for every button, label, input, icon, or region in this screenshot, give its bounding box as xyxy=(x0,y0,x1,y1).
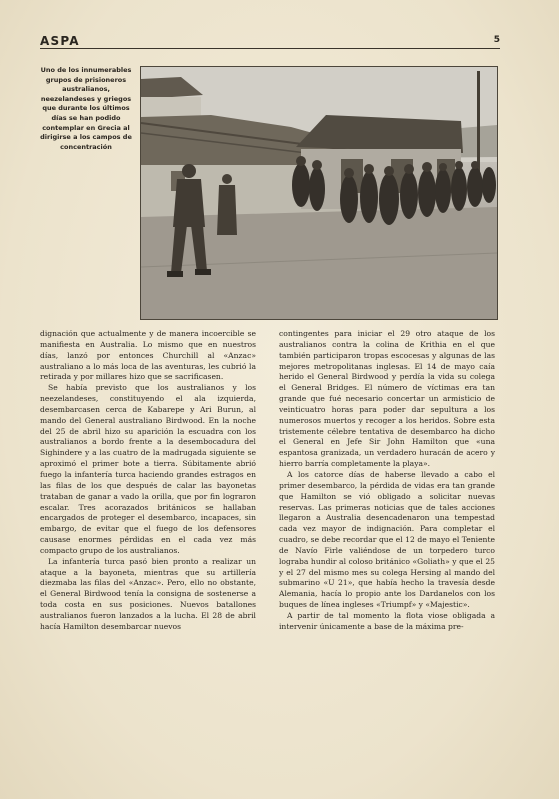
article-column-left xyxy=(40,329,256,709)
paragraph: Se había previsto que los australianos y los neezelandeses, constituyendo el ala izquierda, desembarcasen cerca de Kabarepe y Ari Burun, al mando del General australiano Birdwood. En la noche del 25 de abril hizo su aparición la escuadra con los australianos a bordo frente a la desembocadura del Sighindere y a las cuatro de la madrugada siguiente se aproximó el primer bote a tierra. Súbitamente abrió fuego la infantería turca haciendo grandes estragos en las filas de los que después de calar las bayonetas trataban de ganar a vado la orilla, que por fin lograron escalar. Tres acorazados británicos se hallaban encargados de proteger el desembarco, incapaces, sin embargo, de evitar que el fuego de los defensores causase enormes pérdidas en el cada vez más compacto grupo de los australianos. xyxy=(40,383,256,555)
paragraph: La infantería turca pasó bien pronto a realizar un ataque a la bayoneta, mientras que su artillería diezmaba las filas del «Anzac». Pero, ello no obstante, el General Birdwood tenía la consigna de sostenerse a toda costa en sus posiciones. Nuevos batallones australianos fueron lanzados a la lucha. El 28 de abril hacía Hamilton desembarcar nuevos xyxy=(40,556,256,631)
paragraph: contingentes para iniciar el 29 otro ataque de los australianos contra la colina de Krithia en el que también participaron tropas escocesas y algunas de las mejores metropolitanas inglesas. El 14 de mayo caía herido el General Birdwood y perdía la vida su colega el General Bridges. El número de víctimas era tan grande que fué necesario concertar un armisticio de veinticuatro horas para poder dar sepultura a los numerosos muertos y recoger a los heridos. Sobre esta tristemente célebre tentativa de desembarco ha dicho el General en Jefe Sir John Hamilton que «una espantosa granizada, un verdadero huracán de acero y hierro barría completamente la playa». xyxy=(279,329,495,469)
page-header xyxy=(40,34,500,49)
photograph-drawing xyxy=(141,67,497,319)
photo-caption: Uno de los innumerables grupos de prisioneros australianos, neezelandeses y griegos que durante los últimos días se han podido contemplar en Grecia al dirigirse a los campos de concentración xyxy=(40,66,132,151)
masthead: ASPA xyxy=(40,34,80,48)
page-number: 5 xyxy=(493,35,500,45)
article-column-right xyxy=(279,329,495,709)
paragraph: A partir de tal momento la flota viose obligada a intervenir únicamente a base de la máxima pre- xyxy=(279,610,495,631)
paragraph: A los catorce días de haberse llevado a cabo el primer desembarco, la pérdida de vidas era tan grande que Hamilton se vió obligado a solicitar nuevas reservas. Las primeras noticias que de tales acciones llegaron a Australia desencadenaron una tempestad cada vez mayor de indignación. Para completar el cuadro, se debe recordar que el 12 de mayo el Teniente de Navío Firle valiéndose de un torpedero turco lograba hundir al coloso británico «Goliath» y que el 25 y el 27 del mismo mes su colega Hersing al mando del submarino «U 21», que había hecho la travesía desde Alemania, hacía lo propio ante los Dardanelos con los buques de línea ingleses «Triumpf» y «Majestic». xyxy=(279,469,495,610)
photograph-prisoners xyxy=(140,66,498,320)
paragraph: dignación que actualmente y de manera incoercible se manifiesta en Australia. Lo mismo que en nuestros días, lanzó por entonces Churchill al «Anzac» australiano a lo más loca de las aventuras, les cubrió la retirada y por millares hizo que se sacrificasen. xyxy=(40,329,256,382)
